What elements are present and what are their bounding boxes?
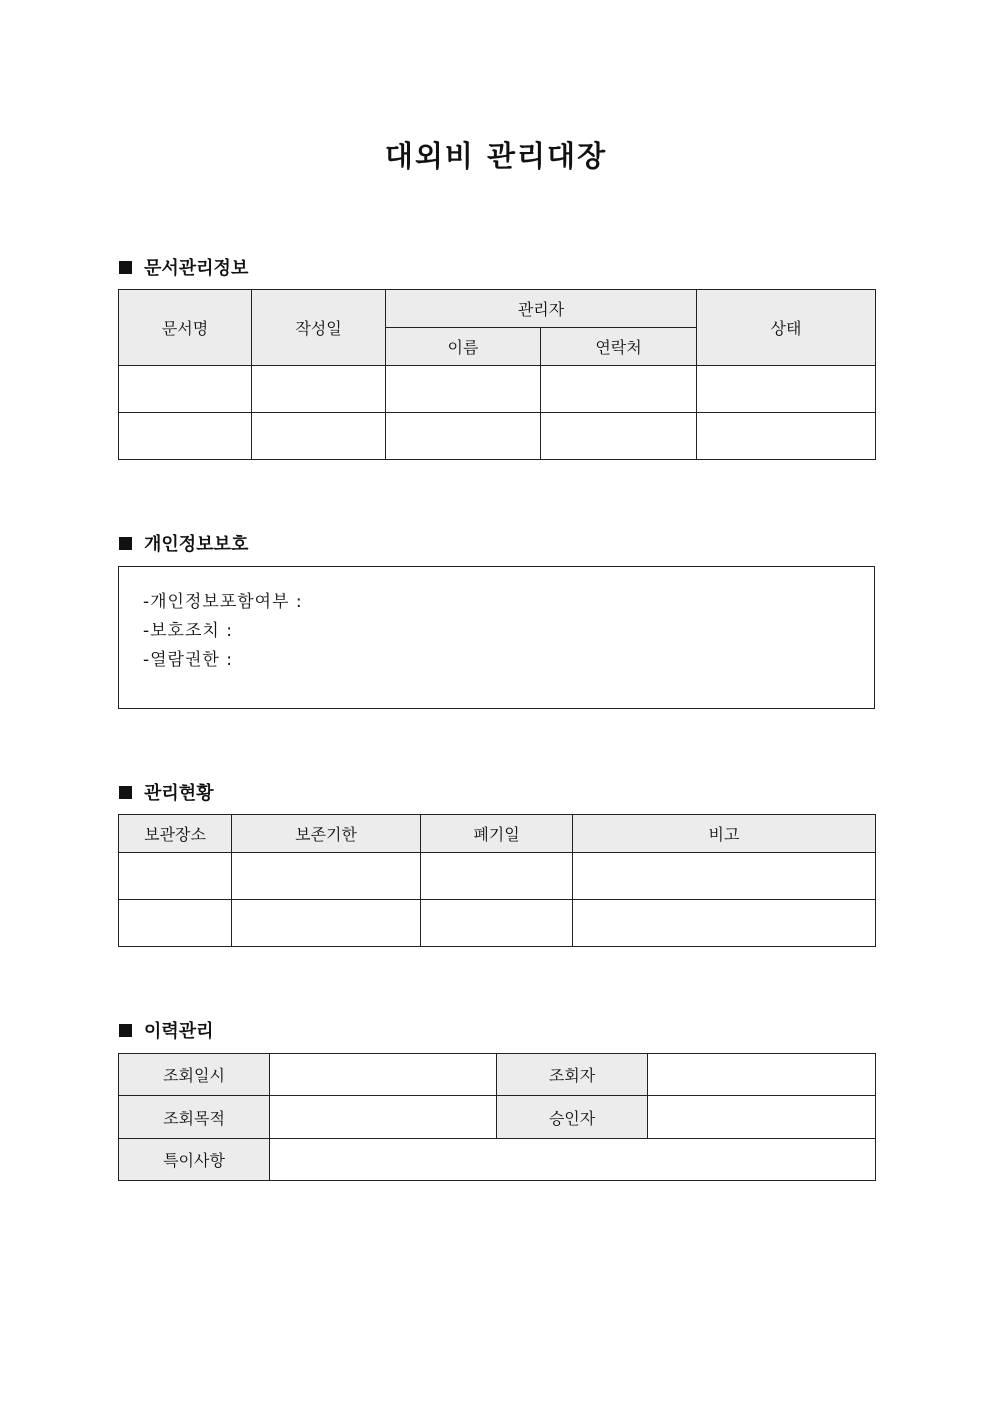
label-purpose: 조회목적	[119, 1096, 270, 1139]
header-storage: 보관장소	[119, 815, 232, 853]
square-bullet-icon	[119, 537, 132, 550]
square-bullet-icon	[119, 261, 132, 274]
table-cell[interactable]	[421, 900, 573, 947]
section-heading-status	[119, 779, 214, 805]
table-row	[119, 900, 876, 947]
history-table	[118, 1053, 876, 1181]
table-row	[119, 366, 876, 413]
doc-info-table	[118, 289, 876, 460]
table-cell[interactable]	[232, 900, 421, 947]
section-title: 개인정보보호	[144, 534, 249, 555]
table-cell[interactable]	[252, 413, 386, 460]
table-cell[interactable]	[697, 366, 876, 413]
section-heading-doc-info	[119, 254, 248, 280]
page-title: 대외비 관리대장	[384, 139, 608, 173]
table-cell[interactable]	[386, 366, 541, 413]
table-cell[interactable]	[386, 413, 541, 460]
header-notes: 비고	[573, 815, 876, 853]
table-row	[119, 853, 876, 900]
table-cell[interactable]	[541, 366, 697, 413]
table-cell[interactable]	[697, 413, 876, 460]
section-title: 관리현황	[144, 783, 214, 804]
value-purpose[interactable]	[270, 1096, 497, 1139]
table-cell[interactable]	[119, 900, 232, 947]
table-cell[interactable]	[421, 853, 573, 900]
section-heading-history	[119, 1017, 214, 1043]
table-cell[interactable]	[252, 366, 386, 413]
section-title: 문서관리정보	[144, 258, 249, 279]
header-manager: 관리자	[386, 290, 697, 328]
table-cell[interactable]	[119, 366, 252, 413]
table-cell[interactable]	[541, 413, 697, 460]
header-status: 상태	[697, 290, 876, 366]
privacy-box	[118, 566, 875, 709]
header-contact: 연락처	[541, 328, 697, 366]
label-approver: 승인자	[497, 1096, 648, 1139]
value-remarks[interactable]	[270, 1139, 876, 1181]
header-name: 이름	[386, 328, 541, 366]
privacy-line-included: -개인정보포함여부 :	[143, 592, 303, 612]
value-view-date[interactable]	[270, 1054, 497, 1096]
table-cell[interactable]	[573, 853, 876, 900]
label-view-date: 조회일시	[119, 1054, 270, 1096]
header-disposal: 폐기일	[421, 815, 573, 853]
privacy-line-protection: -보호조치 :	[143, 621, 233, 641]
table-cell[interactable]	[119, 853, 232, 900]
label-viewer: 조회자	[497, 1054, 648, 1096]
table-cell[interactable]	[573, 900, 876, 947]
privacy-line-access: -열람권한 :	[143, 650, 233, 670]
label-remarks: 특이사항	[119, 1139, 270, 1181]
table-row	[119, 413, 876, 460]
value-viewer[interactable]	[648, 1054, 876, 1096]
value-approver[interactable]	[648, 1096, 876, 1139]
header-doc-name: 문서명	[119, 290, 252, 366]
section-heading-privacy	[119, 530, 248, 556]
table-cell[interactable]	[232, 853, 421, 900]
section-title: 이력관리	[144, 1021, 214, 1042]
square-bullet-icon	[119, 1024, 132, 1037]
square-bullet-icon	[119, 786, 132, 799]
header-date: 작성일	[252, 290, 386, 366]
header-retention: 보존기한	[232, 815, 421, 853]
table-cell[interactable]	[119, 413, 252, 460]
status-table	[118, 814, 876, 947]
